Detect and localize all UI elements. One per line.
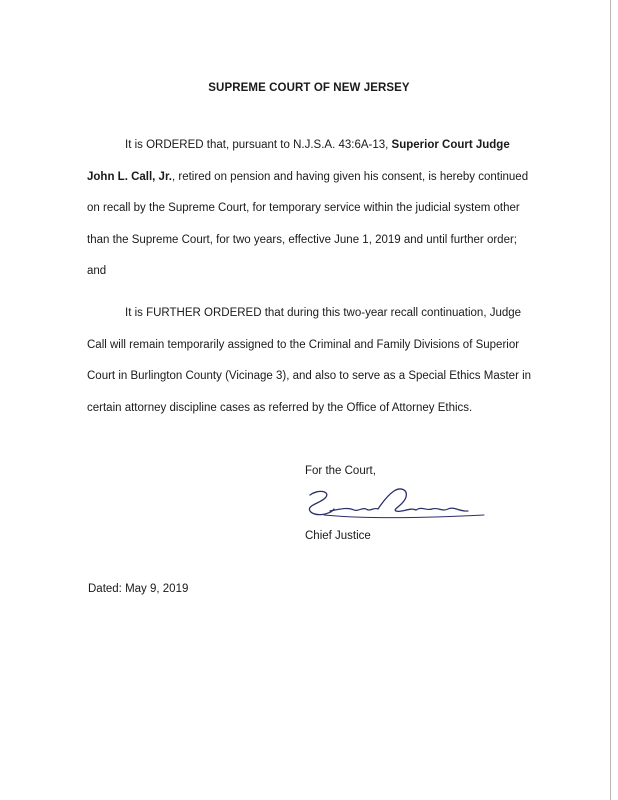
for-the-court-label: For the Court,	[305, 465, 376, 477]
court-title: SUPREME COURT OF NEW JERSEY	[208, 82, 410, 94]
paragraph-1-text-b: , retired on pension and having given his consent, is hereby continued on recall by the Supreme Court, for temporary service within the judicial system other than the Supreme Court, for two years, effective June 1, 2019 and until further order; and	[87, 170, 529, 277]
chief-justice-label: Chief Justice	[305, 530, 371, 542]
paragraph-1-text-a: It is ORDERED that, pursuant to N.J.S.A. 43:6A-13,	[125, 139, 392, 151]
date-line: Dated: May 9, 2019	[88, 583, 189, 595]
paragraph-2-text: It is FURTHER ORDERED that during this two-year recall continuation, Judge Call will remain temporarily assigned to the Criminal and Family Divisions of Superior Court in Burlington County (Vicinage 3), and also to serve as a Special Ethics Master in certain attorney discipline cases as referred by the Office of Attorney Ethics.	[87, 307, 532, 414]
order-paragraph-2	[87, 298, 537, 424]
chief-justice-signature	[296, 485, 496, 525]
scan-edge-line	[610, 0, 611, 800]
judge-name: Superior Court Judge John L. Call, Jr.	[87, 139, 510, 183]
order-paragraph-1	[87, 130, 537, 288]
